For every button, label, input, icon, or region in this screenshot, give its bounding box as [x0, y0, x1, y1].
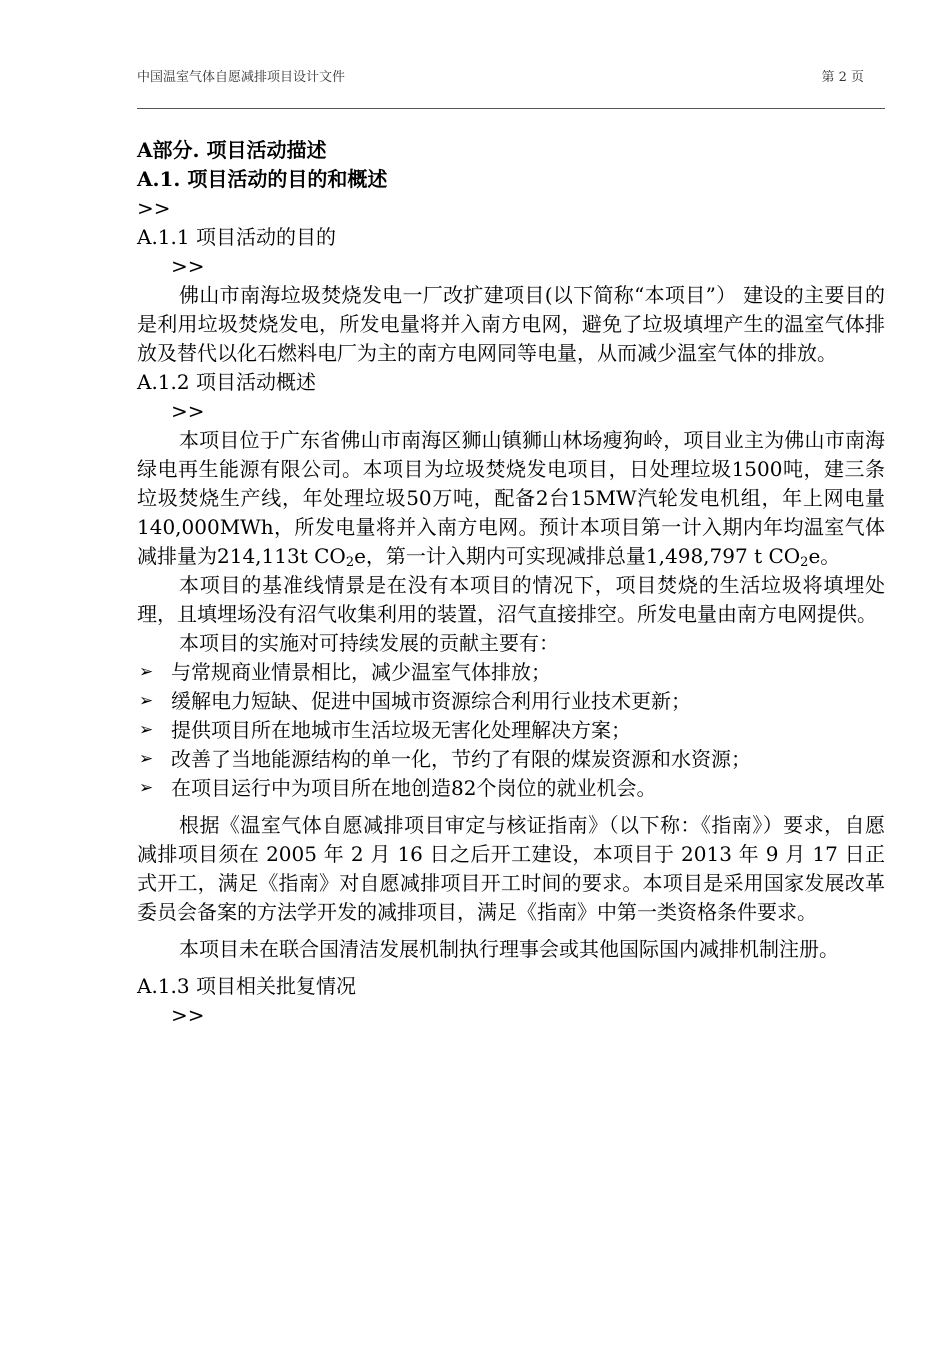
list-item-text: 缓解电力短缺、促进中国城市资源综合利用行业技术更新；	[171, 689, 691, 713]
list-item	[137, 774, 885, 803]
list-item-text: 提供项目所在地城市生活垃圾无害化处理解决方案；	[171, 718, 631, 742]
list-item-text: 在项目运行中为项目所在地创造82个岗位的就业机会。	[171, 776, 657, 800]
arrow-bullet-icon: ➢	[139, 778, 154, 798]
list-item	[137, 658, 885, 687]
a12-paragraph-4: 根据《温室气体自愿减排项目审定与核证指南》（以下称：《指南》）要求，自愿减排项目须在 2005 年 2 月 16 日之后开工建设，本项目于 2013 年 9 月 17 日正式开工，满足《指南》对自愿减排项目开工时间的要求。本项目是采用国家发展改革委员会备案的方法学开发的减排项目，满足《指南》中第一类资格条件要求。	[137, 813, 885, 924]
arrow-bullet-icon: ➢	[139, 662, 154, 682]
part-a-heading: A部分. 项目活动描述	[137, 138, 327, 162]
a12-p1-text-b: e，第一计入期内可实现减排总量1,498,797 t CO	[354, 544, 801, 568]
list-item-text: 改善了当地能源结构的单一化，节约了有限的煤炭资源和水资源；	[171, 747, 751, 771]
contribution-list	[137, 658, 885, 803]
a12-paragraph-3: 本项目的实施对可持续发展的贡献主要有：	[179, 631, 559, 655]
document-body	[137, 136, 885, 1030]
section-a11-heading: A.1.1 项目活动的目的	[137, 225, 336, 249]
a11-paragraph: 佛山市南海垃圾焚烧发电一厂改扩建项目(以下简称“本项目”） 建设的主要目的是利用垃圾焚烧发电，所发电量将并入南方电网，避免了垃圾填埋产生的温室气体排放及替代以化石燃料电厂为主的南方电网同等电量，从而减少温室气体的排放。	[137, 283, 885, 365]
a12-paragraph-5: 本项目未在联合国清洁发展机制执行理事会或其他国际国内减排机制注册。	[179, 937, 839, 961]
list-item-text: 与常规商业情景相比，减少温室气体排放；	[171, 660, 551, 684]
a11-marker: >>	[171, 254, 205, 278]
section-a13-heading: A.1.3 项目相关批复情况	[137, 974, 356, 998]
list-item	[137, 745, 885, 774]
list-item	[137, 687, 885, 716]
a1-marker: >>	[137, 196, 171, 220]
co2-subscript: 2	[800, 555, 809, 570]
a12-paragraph-1	[137, 426, 885, 571]
a12-p1-text-c: e。	[808, 544, 841, 568]
a12-paragraph-2: 本项目的基准线情景是在没有本项目的情况下，项目焚烧的生活垃圾将填埋处理，且填埋场没有沼气收集利用的装置，沼气直接排空。所发电量由南方电网提供。	[137, 573, 885, 626]
co2-subscript: 2	[345, 555, 355, 570]
arrow-bullet-icon: ➢	[139, 720, 154, 740]
document-title: 中国温室气体自愿减排项目设计文件	[137, 70, 346, 85]
header-divider	[137, 108, 885, 109]
arrow-bullet-icon: ➢	[139, 749, 154, 769]
arrow-bullet-icon: ➢	[139, 691, 154, 711]
a12-marker: >>	[171, 399, 205, 423]
a13-marker: >>	[171, 1003, 205, 1027]
a12-p1-text-a: 本项目位于广东省佛山市南海区狮山镇狮山林场瘦狗岭，项目业主为佛山市南海绿电再生能源有限公司。本项目为垃圾焚烧发电项目，日处理垃圾1500吨，建三条垃圾焚烧生产线，年处理垃圾50万吨，配备2台15MW汽轮发电机组，年上网电量140,000MWh，所发电量将并入南方电网。预计本项目第一计入期内年均温室气体减排量为214,113t CO	[137, 428, 885, 568]
page-header	[137, 66, 884, 86]
section-a12-heading: A.1.2 项目活动概述	[137, 370, 316, 394]
page-number: 第 2 页	[821, 70, 864, 85]
list-item	[137, 716, 885, 745]
section-a1-heading: A.1. 项目活动的目的和概述	[137, 167, 388, 191]
